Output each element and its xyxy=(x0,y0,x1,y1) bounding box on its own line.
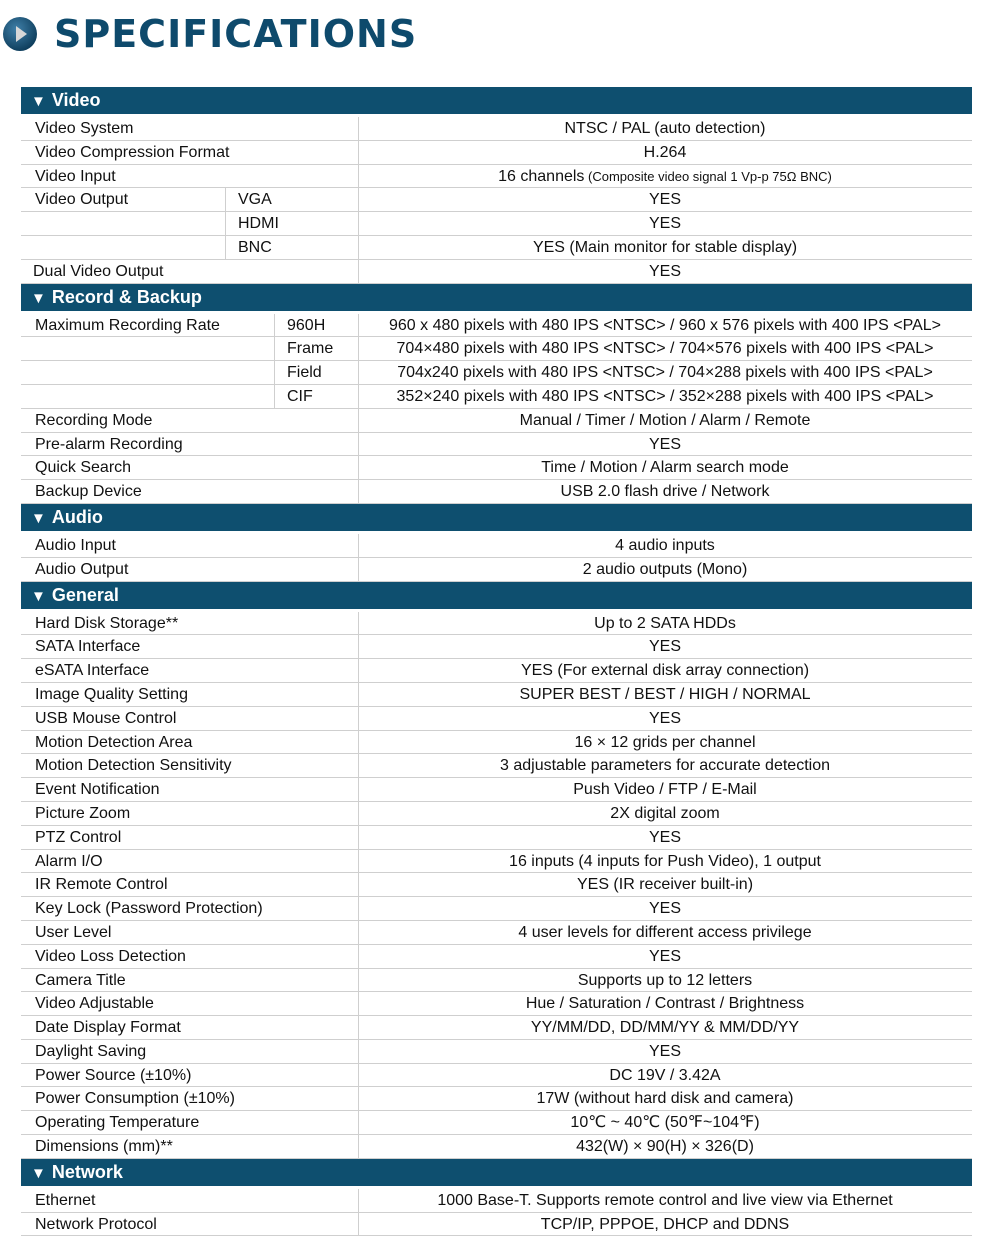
spec-value-text: YES (IR receiver built-in) xyxy=(576,876,754,894)
spec-value-text: 16 × 12 grids per channel xyxy=(574,733,756,751)
table-row xyxy=(21,992,972,1016)
spec-value-text: DC 19V / 3.42A xyxy=(609,1066,721,1084)
table-row xyxy=(21,558,972,582)
spec-value xyxy=(358,850,972,873)
spec-value-text: USB 2.0 flash drive / Network xyxy=(560,483,770,501)
triangle-down-icon: ▼ xyxy=(31,509,46,527)
table-row xyxy=(21,921,972,945)
spec-value-text: YES xyxy=(648,947,681,965)
column-divider xyxy=(225,188,226,212)
spec-value-text: Hue / Saturation / Contrast / Brightness xyxy=(525,995,805,1013)
spec-value-text: YES xyxy=(648,1042,681,1060)
spec-sublabel: BNC xyxy=(238,238,272,256)
triangle-down-icon: ▼ xyxy=(31,1164,46,1182)
spec-value xyxy=(358,778,972,801)
spec-value-text: 960 x 480 pixels with 480 IPS <NTSC> / 960 x 576 pixels with 400 IPS <PAL> xyxy=(388,316,942,334)
spec-label: eSATA Interface xyxy=(35,662,150,680)
spec-label: SATA Interface xyxy=(35,638,141,656)
spec-label: Video Output xyxy=(35,191,129,209)
table-row xyxy=(21,1111,972,1135)
spec-value-text: YES xyxy=(648,262,681,280)
section-header xyxy=(21,1159,972,1186)
table-row xyxy=(21,1135,972,1159)
spec-value xyxy=(358,480,972,503)
spec-label: Hard Disk Storage** xyxy=(35,614,179,632)
spec-label: Alarm I/O xyxy=(35,852,103,870)
spec-label: Audio Output xyxy=(35,560,129,578)
table-row xyxy=(21,802,972,826)
table-row xyxy=(21,1064,972,1088)
spec-value-text: Time / Motion / Alarm search mode xyxy=(541,459,789,477)
spec-value xyxy=(358,1213,972,1236)
spec-value-text: YES xyxy=(648,191,681,209)
spec-label: Operating Temperature xyxy=(35,1114,200,1132)
spec-value xyxy=(358,141,972,164)
section-header xyxy=(21,284,972,311)
spec-value xyxy=(358,1064,972,1087)
spec-value-text: YES xyxy=(648,215,681,233)
spec-sublabel: 960H xyxy=(287,316,326,334)
spec-label: Backup Device xyxy=(35,483,142,501)
spec-value xyxy=(358,385,972,408)
table-row xyxy=(21,1213,972,1237)
spec-value xyxy=(358,314,972,337)
spec-value xyxy=(358,992,972,1015)
spec-value xyxy=(358,945,972,968)
spec-sublabel: CIF xyxy=(287,387,313,405)
spec-value-text: YY/MM/DD, DD/MM/YY & MM/DD/YY xyxy=(530,1019,800,1037)
spec-value-text: 1000 Base-T. Supports remote control and live view via Ethernet xyxy=(437,1191,893,1209)
spec-value-text: YES xyxy=(648,900,681,918)
spec-label: Pre-alarm Recording xyxy=(35,435,183,453)
spec-label: Video Adjustable xyxy=(35,995,154,1013)
column-divider xyxy=(274,337,275,361)
spec-sublabel: HDMI xyxy=(238,215,279,233)
section-title: Record & Backup xyxy=(51,286,202,307)
spec-value-text: 10℃ ~ 40℃ (50℉~104℉) xyxy=(570,1114,760,1132)
page-title: SPECIFICATIONS xyxy=(54,12,418,56)
spec-value xyxy=(358,1016,972,1039)
spec-label: USB Mouse Control xyxy=(35,709,177,727)
spec-value xyxy=(358,236,972,259)
spec-label: IR Remote Control xyxy=(35,876,168,894)
spec-value xyxy=(358,969,972,992)
spec-label: Network Protocol xyxy=(35,1215,157,1233)
spec-label: Power Source (±10%) xyxy=(35,1066,192,1084)
spec-value xyxy=(358,1040,972,1063)
triangle-down-icon: ▼ xyxy=(31,587,46,605)
spec-value xyxy=(358,260,972,283)
spec-value xyxy=(358,409,972,432)
spec-label: Recording Mode xyxy=(35,411,153,429)
section-header xyxy=(21,582,972,609)
spec-value-note: (Composite video signal 1 Vp-p 75Ω BNC) xyxy=(584,168,832,184)
spec-value xyxy=(358,456,972,479)
spec-value-text: Push Video / FTP / E-Mail xyxy=(573,781,757,799)
table-row xyxy=(21,385,972,409)
section-title: Audio xyxy=(51,506,103,527)
spec-value xyxy=(358,1189,972,1212)
spec-label: Ethernet xyxy=(35,1191,96,1209)
column-divider xyxy=(274,314,275,338)
spec-value xyxy=(358,897,972,920)
table-row xyxy=(21,659,972,683)
spec-value xyxy=(358,1087,972,1110)
table-row xyxy=(21,260,972,284)
spec-label: Daylight Saving xyxy=(35,1042,147,1060)
spec-sublabel: VGA xyxy=(238,191,272,209)
column-divider xyxy=(225,236,226,260)
spec-label: Quick Search xyxy=(35,459,132,477)
table-row xyxy=(21,456,972,480)
table-row xyxy=(21,141,972,165)
section-header xyxy=(21,87,972,114)
spec-label: Dual Video Output xyxy=(33,262,164,280)
spec-value-text: YES xyxy=(648,828,681,846)
spec-value-text: YES xyxy=(648,709,681,727)
spec-value-text: SUPER BEST / BEST / HIGH / NORMAL xyxy=(519,685,811,703)
spec-value xyxy=(358,707,972,730)
spec-label: Key Lock (Password Protection) xyxy=(35,900,263,918)
spec-value-text: YES (For external disk array connection) xyxy=(520,662,810,680)
spec-value-text: 17W (without hard disk and camera) xyxy=(536,1090,794,1108)
table-row xyxy=(21,873,972,897)
spec-label: User Level xyxy=(35,923,112,941)
spec-value-text: NTSC / PAL (auto detection) xyxy=(564,120,766,137)
spec-value xyxy=(358,558,972,581)
table-row xyxy=(21,1087,972,1111)
spec-value xyxy=(358,921,972,944)
spec-value xyxy=(358,826,972,849)
spec-value-text: 3 adjustable parameters for accurate detection xyxy=(500,757,830,775)
table-row xyxy=(21,117,972,141)
table-row xyxy=(21,945,972,969)
triangle-down-icon: ▼ xyxy=(31,289,46,307)
column-divider xyxy=(274,361,275,385)
play-circle-icon xyxy=(2,16,38,52)
spec-value-text: 4 audio inputs xyxy=(615,536,715,554)
table-row xyxy=(21,683,972,707)
section-title: Network xyxy=(51,1161,123,1182)
spec-value-text: 4 user levels for different access privilege xyxy=(518,923,812,941)
table-row xyxy=(21,1040,972,1064)
table-row xyxy=(21,433,972,457)
spec-value-text: H.264 xyxy=(643,143,687,161)
spec-value xyxy=(358,361,972,384)
spec-sublabel: Frame xyxy=(287,340,334,358)
table-row xyxy=(21,409,972,433)
spec-value-text: 704x240 pixels with 480 IPS <NTSC> / 704×288 pixels with 400 IPS <PAL> xyxy=(397,364,933,382)
spec-value xyxy=(358,754,972,777)
spec-label: Power Consumption (±10%) xyxy=(35,1090,235,1108)
spec-label: Date Display Format xyxy=(35,1019,181,1037)
spec-value xyxy=(358,212,972,235)
spec-label: Image Quality Setting xyxy=(35,685,188,703)
section-title: General xyxy=(51,584,119,605)
spec-value-text: 16 channels xyxy=(498,167,585,185)
table-row xyxy=(21,778,972,802)
spec-value-text: 2X digital zoom xyxy=(610,804,720,822)
spec-value-text: 16 inputs (4 inputs for Push Video), 1 output xyxy=(509,852,821,870)
spec-label: Motion Detection Sensitivity xyxy=(35,757,232,775)
spec-value-text: 352×240 pixels with 480 IPS <NTSC> / 352×288 pixels with 400 IPS <PAL> xyxy=(396,387,934,405)
table-row xyxy=(21,534,972,558)
spec-value xyxy=(358,659,972,682)
spec-label: Video Input xyxy=(35,167,116,185)
spec-value xyxy=(358,433,972,456)
spec-label: Camera Title xyxy=(35,971,126,989)
table-row xyxy=(21,165,972,189)
table-row xyxy=(21,1189,972,1213)
table-row xyxy=(21,314,972,338)
table-row xyxy=(21,731,972,755)
spec-value-text: Up to 2 SATA HDDs xyxy=(594,614,736,632)
spec-sublabel: Field xyxy=(287,364,322,382)
spec-value xyxy=(358,873,972,896)
table-row xyxy=(21,897,972,921)
table-row xyxy=(21,236,972,260)
table-row xyxy=(21,850,972,874)
spec-label: Picture Zoom xyxy=(35,804,131,822)
spec-value-text: YES xyxy=(648,435,681,453)
section-header xyxy=(21,504,972,531)
spec-label: Maximum Recording Rate xyxy=(35,316,220,334)
spec-value xyxy=(358,1135,972,1158)
table-row xyxy=(21,754,972,778)
spec-label: Motion Detection Area xyxy=(35,733,193,751)
table-row xyxy=(21,707,972,731)
spec-value xyxy=(358,165,972,188)
spec-label: Video Loss Detection xyxy=(35,947,186,965)
spec-label: Audio Input xyxy=(35,536,116,554)
spec-value xyxy=(358,1111,972,1134)
table-row xyxy=(21,969,972,993)
section-title: Video xyxy=(51,90,101,110)
table-row xyxy=(21,361,972,385)
triangle-down-icon: ▼ xyxy=(31,93,46,110)
spec-value xyxy=(358,188,972,211)
spec-label: Event Notification xyxy=(35,781,160,799)
spec-value-text: YES (Main monitor for stable display) xyxy=(532,238,798,256)
spec-value xyxy=(358,612,972,635)
spec-value-text: TCP/IP, PPPOE, DHCP and DDNS xyxy=(540,1215,790,1233)
page-header xyxy=(0,14,994,60)
spec-label: Dimensions (mm)** xyxy=(35,1138,173,1156)
spec-value xyxy=(358,534,972,557)
spec-value-text: 432(W) × 90(H) × 326(D) xyxy=(576,1138,754,1156)
spec-value xyxy=(358,802,972,825)
table-row xyxy=(21,1016,972,1040)
spec-value xyxy=(358,731,972,754)
spec-value-text: Manual / Timer / Motion / Alarm / Remote xyxy=(519,411,811,429)
spec-value xyxy=(358,117,972,140)
spec-table xyxy=(21,87,972,1236)
spec-value xyxy=(358,683,972,706)
spec-label: PTZ Control xyxy=(35,828,122,846)
spec-value xyxy=(358,337,972,360)
table-row xyxy=(21,635,972,659)
spec-value-text: 704×480 pixels with 480 IPS <NTSC> / 704×576 pixels with 400 IPS <PAL> xyxy=(396,340,934,358)
table-row xyxy=(21,612,972,636)
table-row xyxy=(21,337,972,361)
spec-label: Video System xyxy=(35,120,134,137)
column-divider xyxy=(225,212,226,236)
spec-label: Video Compression Format xyxy=(35,143,230,161)
table-row xyxy=(21,212,972,236)
table-row xyxy=(21,480,972,504)
column-divider xyxy=(274,385,275,409)
table-row xyxy=(21,188,972,212)
spec-value-text: Supports up to 12 letters xyxy=(577,971,753,989)
spec-value xyxy=(358,635,972,658)
spec-value-text: YES xyxy=(648,638,681,656)
spec-value-text: 2 audio outputs (Mono) xyxy=(582,560,748,578)
table-row xyxy=(21,826,972,850)
